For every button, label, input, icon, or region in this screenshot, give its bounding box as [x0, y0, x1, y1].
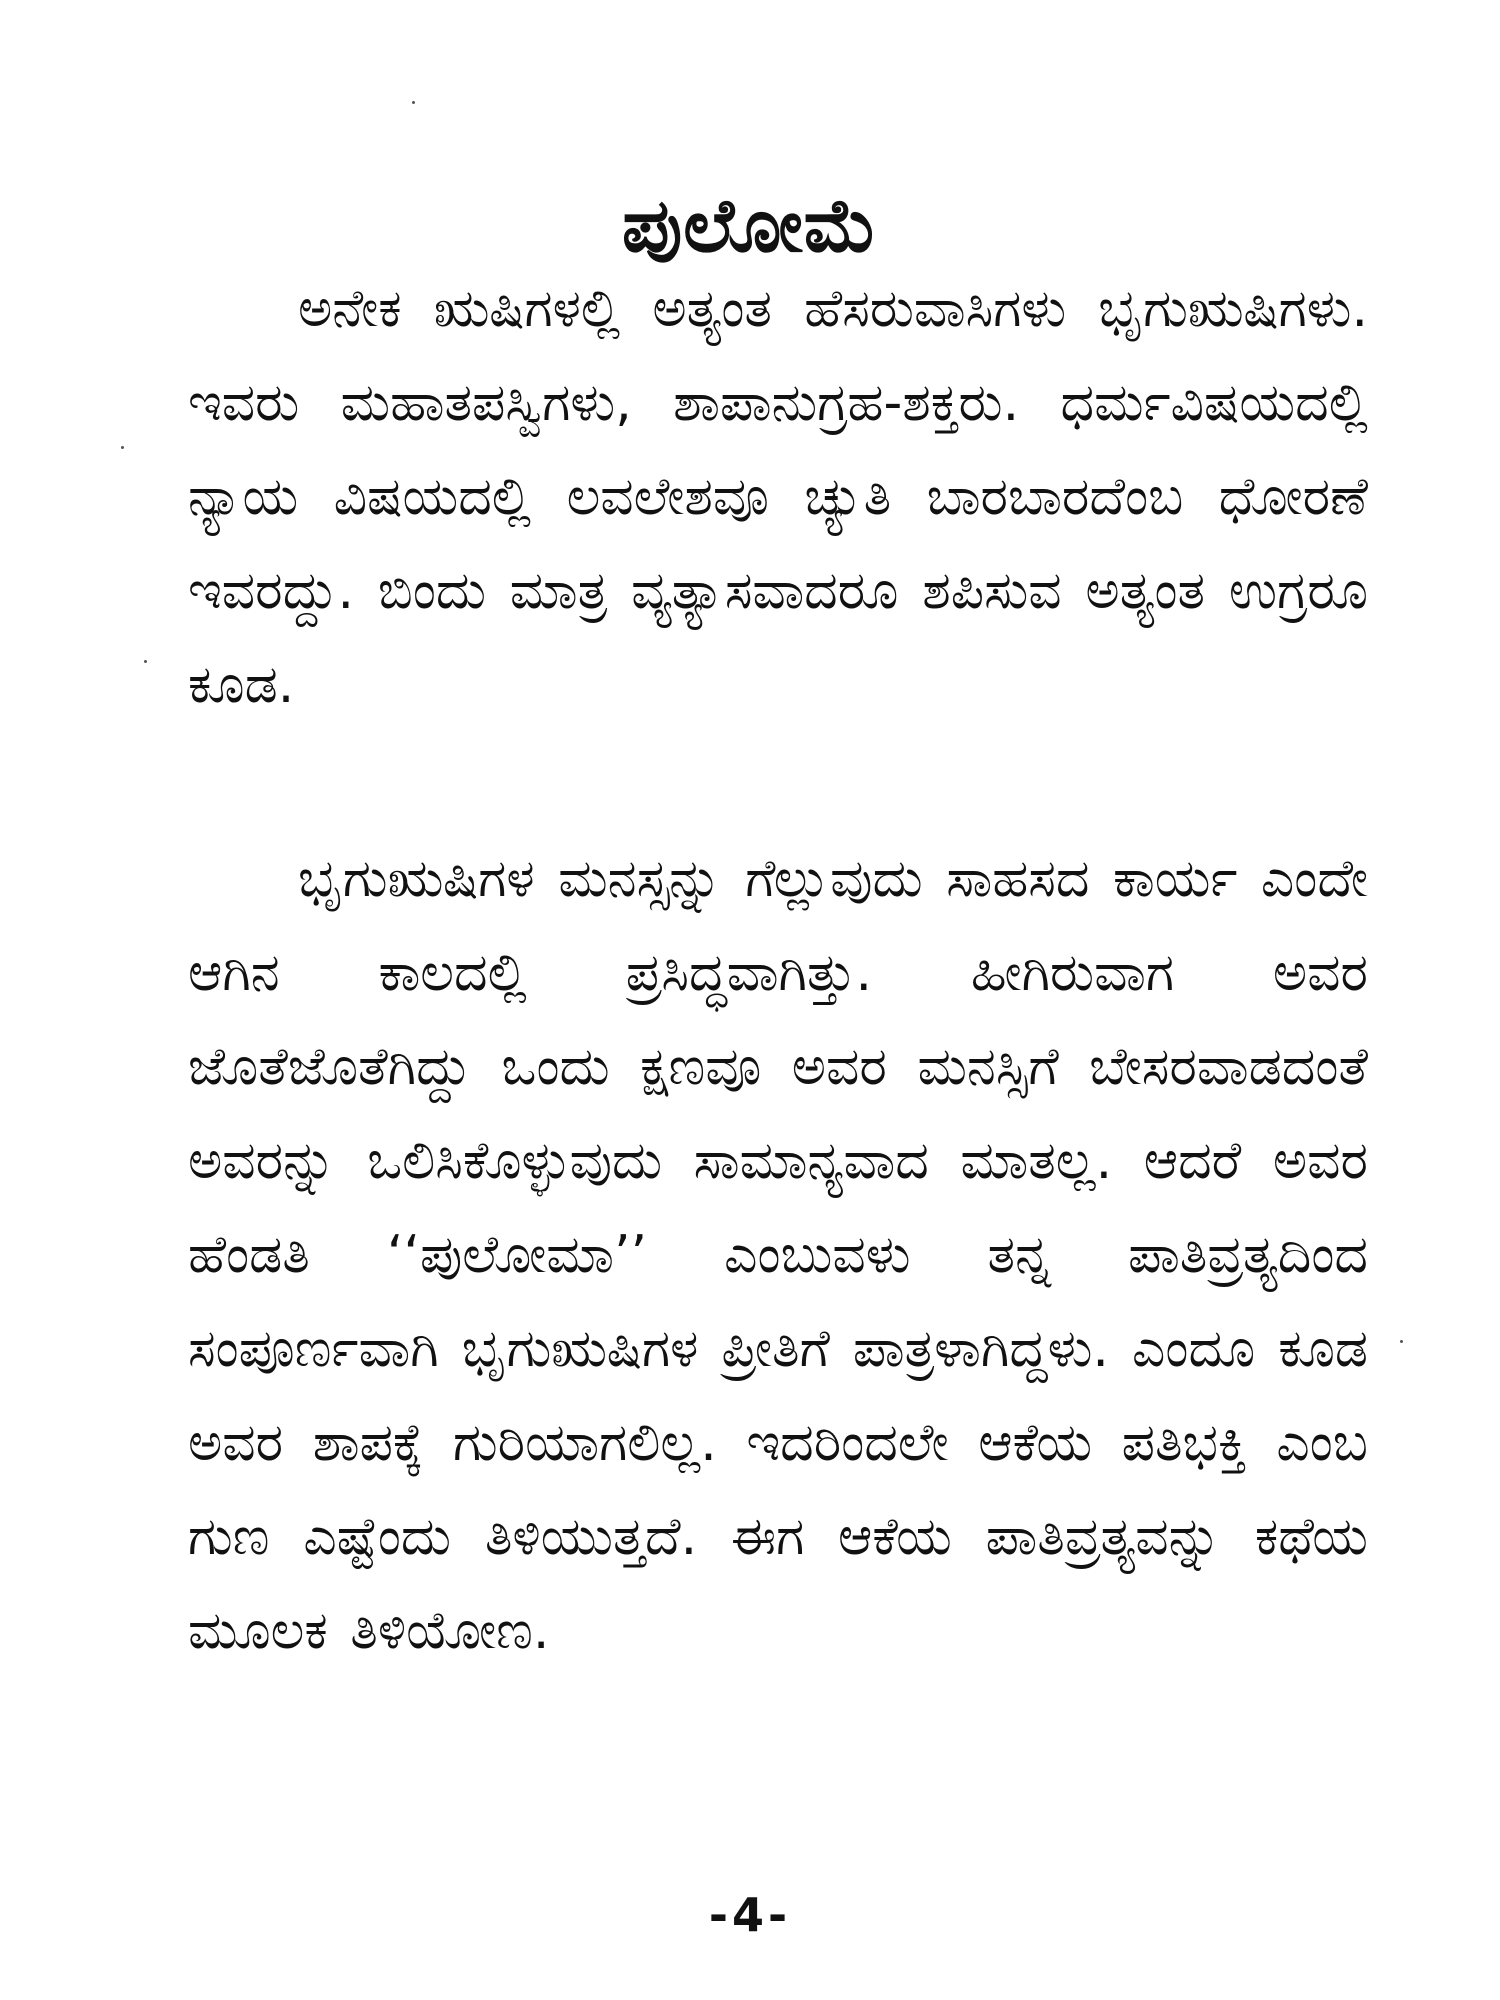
- paragraph-2: ಭೃಗುಋಷಿಗಳ ಮನಸ್ಸನ್ನು ಗೆಲ್ಲುವುದು ಸಾಹಸದ ಕಾರ್ಯ ಎಂದೇ ಆಗಿನ ಕಾಲದಲ್ಲಿ ಪ್ರಸಿದ್ಧವಾಗಿತ್ತು. ಹೀಗಿರುವಾಗ ಅವರ ಜೊತೆಜೊತೆಗಿದ್ದು ಒಂದು ಕ್ಷಣವೂ ಅವರ ಮನಸ್ಸಿಗೆ ಬೇಸರವಾಡದಂತೆ ಅವರನ್ನು ಒಲಿಸಿಕೊಳ್ಳುವುದು ಸಾಮಾನ್ಯವಾದ ಮಾತಲ್ಲ. ಆದರೆ ಅವರ ಹೆಂಡತಿ ‘‘ಪುಲೋಮಾ’’ ಎಂಬುವಳು ತನ್ನ ಪಾತಿವ್ರತ್ಯದಿಂದ ಸಂಪೂರ್ಣವಾಗಿ ಭೃಗುಋಷಿಗಳ ಪ್ರೀತಿಗೆ ಪಾತ್ರಳಾಗಿದ್ದಳು. ಎಂದೂ ಕೂಡ ಅವರ ಶಾಪಕ್ಕೆ ಗುರಿಯಾಗಲಿಲ್ಲ. ಇದರಿಂದಲೇ ಆಕೆಯ ಪತಿಭಕ್ತಿ ಎಂಬ ಗುಣ ಎಷ್ಟೆಂದು ತಿಳಿಯುತ್ತದೆ. ಈಗ ಆಕೆಯ ಪಾತಿವ್ರತ್ಯವನ್ನು ಕಥೆಯ ಮೂಲಕ ತಿಳಿಯೋಣ.: [188, 849, 1368, 1661]
- page-number: -4-: [708, 1888, 792, 1942]
- scan-speck: [121, 446, 124, 449]
- page-title: ಪುಲೋಮೆ: [621, 182, 878, 269]
- paragraph-1: ಅನೇಕ ಋಷಿಗಳಲ್ಲಿ ಅತ್ಯಂತ ಹೆಸರುವಾಸಿಗಳು ಭೃಗುಋಷಿಗಳು. ಇವರು ಮಹಾತಪಸ್ವಿಗಳು, ಶಾಪಾನುಗ್ರಹ-ಶಕ್ತರು. ಧರ್ಮವಿಷಯದಲ್ಲಿ ನ್ಯಾಯ ವಿಷಯದಲ್ಲಿ ಲವಲೇಶವೂ ಚ್ಯುತಿ ಬಾರಬಾರದೆಂಬ ಧೋರಣೆ ಇವರದ್ದು. ಬಿಂದು ಮಾತ್ರ ವ್ಯತ್ಯಾಸವಾದರೂ ಶಪಿಸುವ ಅತ್ಯಂತ ಉಗ್ರರೂ ಕೂಡ.: [188, 279, 1368, 715]
- scan-speck: [412, 101, 415, 104]
- scan-speck: [1400, 1340, 1403, 1343]
- scan-speck: [144, 660, 147, 663]
